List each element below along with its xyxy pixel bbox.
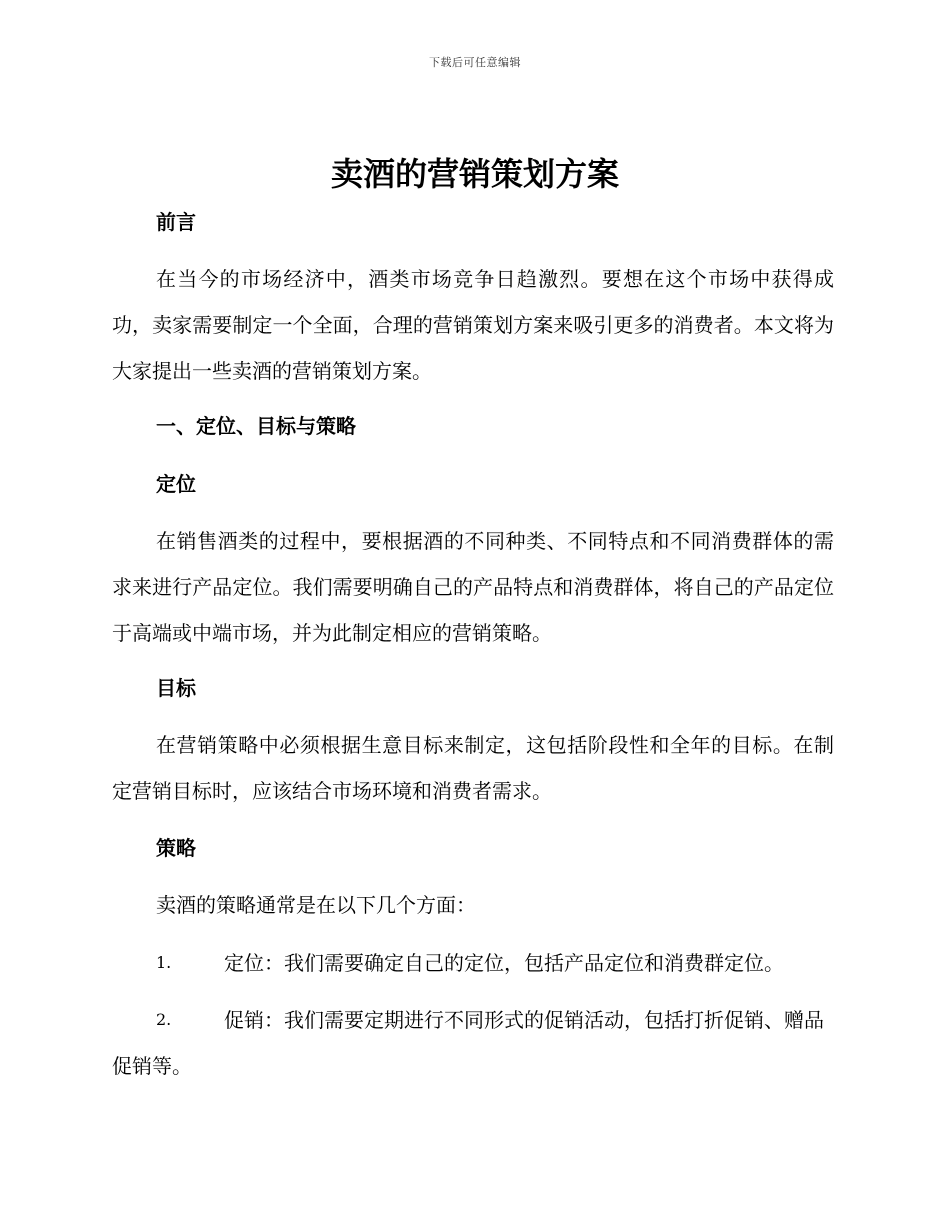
document-title: 卖酒的营销策划方案 xyxy=(330,155,619,193)
preface-heading: 前言 xyxy=(156,210,196,234)
goal-paragraph: 在营销策略中必须根据生意目标来制定，这包括阶段性和全年的目标。在制定营销目标时，应该结合市场环境和消费者需求。 xyxy=(112,733,834,803)
preface-paragraph: 在当今的市场经济中，酒类市场竞争日趋激烈。要想在这个市场中获得成功，卖家需要制定一个全面，合理的营销策划方案来吸引更多的消费者。本文将为大家提出一些卖酒的营销策划方案。 xyxy=(112,267,834,383)
list-text: 定位：我们需要确定自己的定位，包括产品定位和消费群定位。 xyxy=(224,951,784,975)
positioning-paragraph: 在销售酒类的过程中，要根据酒的不同种类、不同特点和不同消费群体的需求来进行产品定位。我们需要明确自己的产品特点和消费群体，将自己的产品定位于高端或中端市场，并为此制定相应的营销策略。 xyxy=(112,529,834,645)
strategy-heading: 策略 xyxy=(156,836,196,860)
strategy-intro: 卖酒的策略通常是在以下几个方面： xyxy=(156,893,476,917)
list-number: 2. xyxy=(156,1010,172,1029)
goal-heading: 目标 xyxy=(156,676,196,700)
header-note: 下载后可任意编辑 xyxy=(429,56,521,69)
list-number: 1. xyxy=(156,953,172,972)
positioning-heading: 定位 xyxy=(156,472,196,496)
section-1-heading: 一、定位、目标与策略 xyxy=(156,414,356,438)
list-text: 促销：我们需要定期进行不同形式的促销活动，包括打折促销、赠品促销等。 xyxy=(112,1008,824,1078)
list-item xyxy=(112,997,834,1089)
list-item xyxy=(112,940,834,986)
